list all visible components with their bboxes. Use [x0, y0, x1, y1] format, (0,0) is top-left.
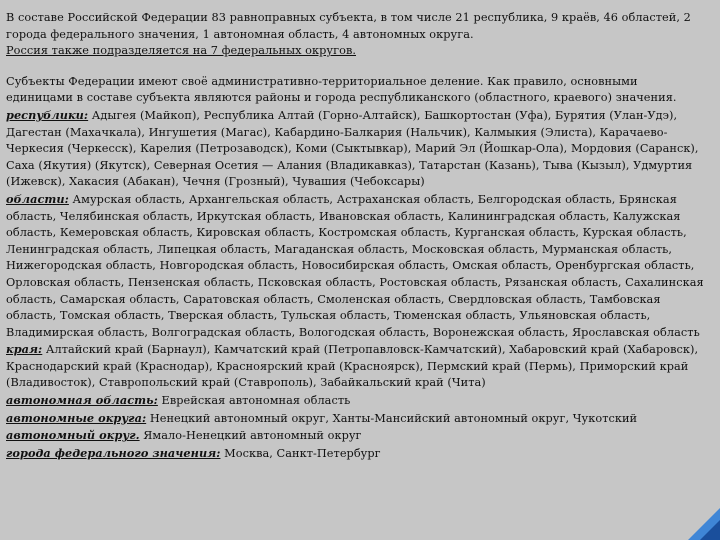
category-text: Москва, Санкт-Петербург — [220, 446, 381, 460]
slide-text — [6, 10, 706, 462]
category-label: города федерального значения: — [6, 445, 221, 460]
category-text: Ненецкий автономный округ, Ханты-Мансийский автономный округ, Чукотский — [146, 411, 638, 425]
category-autonomous-okrug — [6, 429, 362, 442]
category-krais — [6, 343, 698, 389]
category-label: республики: — [6, 107, 89, 122]
category-text: Алтайский край (Барнаул), Камчатский край (Петропавловск-Камчатский), Хабаровский край (Хабаровск), Краснодарский край (Краснодар), Красноярский край (Красноярск), Пермский край (Пермь), Приморский край (Владивосток), Ставропольский край (Ставрополь), Забайкальский край (Чита) — [6, 343, 699, 390]
category-text: Ямало-Ненецкий автономный округ — [139, 429, 362, 443]
category-label: автономный округ. — [6, 428, 140, 443]
category-text: Адыгея (Майкоп), Республика Алтай (Горно-Алтайск), Башкортостан (Уфа), Бурятия (Улан-Удэ), Дагестан (Махачкала), Ингушетия (Магас), Кабардино-Балкария (Нальчик), Калмыкия (Элиста), Карачаево-Черкесия (Черкесск), Карелия (Петрозаводск), Коми (Сыктывкар), Марий Эл (Йошкар-Ола), Мордовия (Саранск), Саха (Якутия) (Якутск), Северная Осетия — Алания (Владикавказ), Татарстан (Казань), Тыва (Кызыл), Удмуртия (Ижевск), Хакасия (Абакан), Чечня (Грозный), Чувашия (Чебоксары) — [6, 108, 699, 189]
category-label: автономные округа: — [6, 410, 147, 425]
category-autonomous-okrugs — [6, 412, 637, 425]
paragraph-gap — [6, 60, 706, 74]
corner-decoration-icon — [680, 500, 720, 540]
category-republics — [6, 109, 699, 188]
category-label: автономная область: — [6, 393, 158, 408]
category-federal-cities — [6, 447, 381, 460]
category-text: Амурская область, Архангельская область, Астраханская область, Белгородская область, Брянская область, Челябинская область, Иркутская область, Ивановская область, Калининградская область, Калужская область, Кемеровская область, Кировская область, Костромская область, Курганская область, Курская область, Ленинградская область, Липецкая область, Магаданская область, Московская область, Мурманская область, Нижегородская область, Новгородская область, Новосибирская область, Омская область, Оренбургская область, Орловская область, Пензенская область, Псковская область, Ростовская область, Рязанская область, Сахалинская область, Самарская область, Саратовская область, Смоленская область, Свердловская область, Тамбовская область, Томская область, Тверская область, Тульская область, Тюменская область, Ульяновская область, Владимирская область, Волгоградская область, Вологодская область, Воронежская область, Ярославская область — [6, 192, 704, 339]
intro-line-1: В составе Российской Федерации 83 равноправных субъекта, в том числе 21 республика, 9 краёв, 46 областей, 2 города федерального значения, 1 автономная область, 4 автономных округа. — [6, 11, 691, 41]
category-label: области: — [6, 191, 69, 206]
category-autonomous-oblast — [6, 394, 350, 407]
intro-paragraph — [6, 10, 706, 60]
category-oblasts — [6, 193, 704, 339]
subjects-paragraph — [6, 74, 706, 463]
category-label: края: — [6, 342, 43, 357]
category-text: Еврейская автономная область — [157, 394, 351, 408]
subjects-intro: Субъекты Федерации имеют своё административно-территориальное деление. Как правило, основными единицами в составе субъекта являются районы и города республиканского (областного, краевого) значения. — [6, 74, 677, 105]
intro-line-2: Россия также подразделяется на 7 федеральных округов. — [6, 44, 356, 58]
